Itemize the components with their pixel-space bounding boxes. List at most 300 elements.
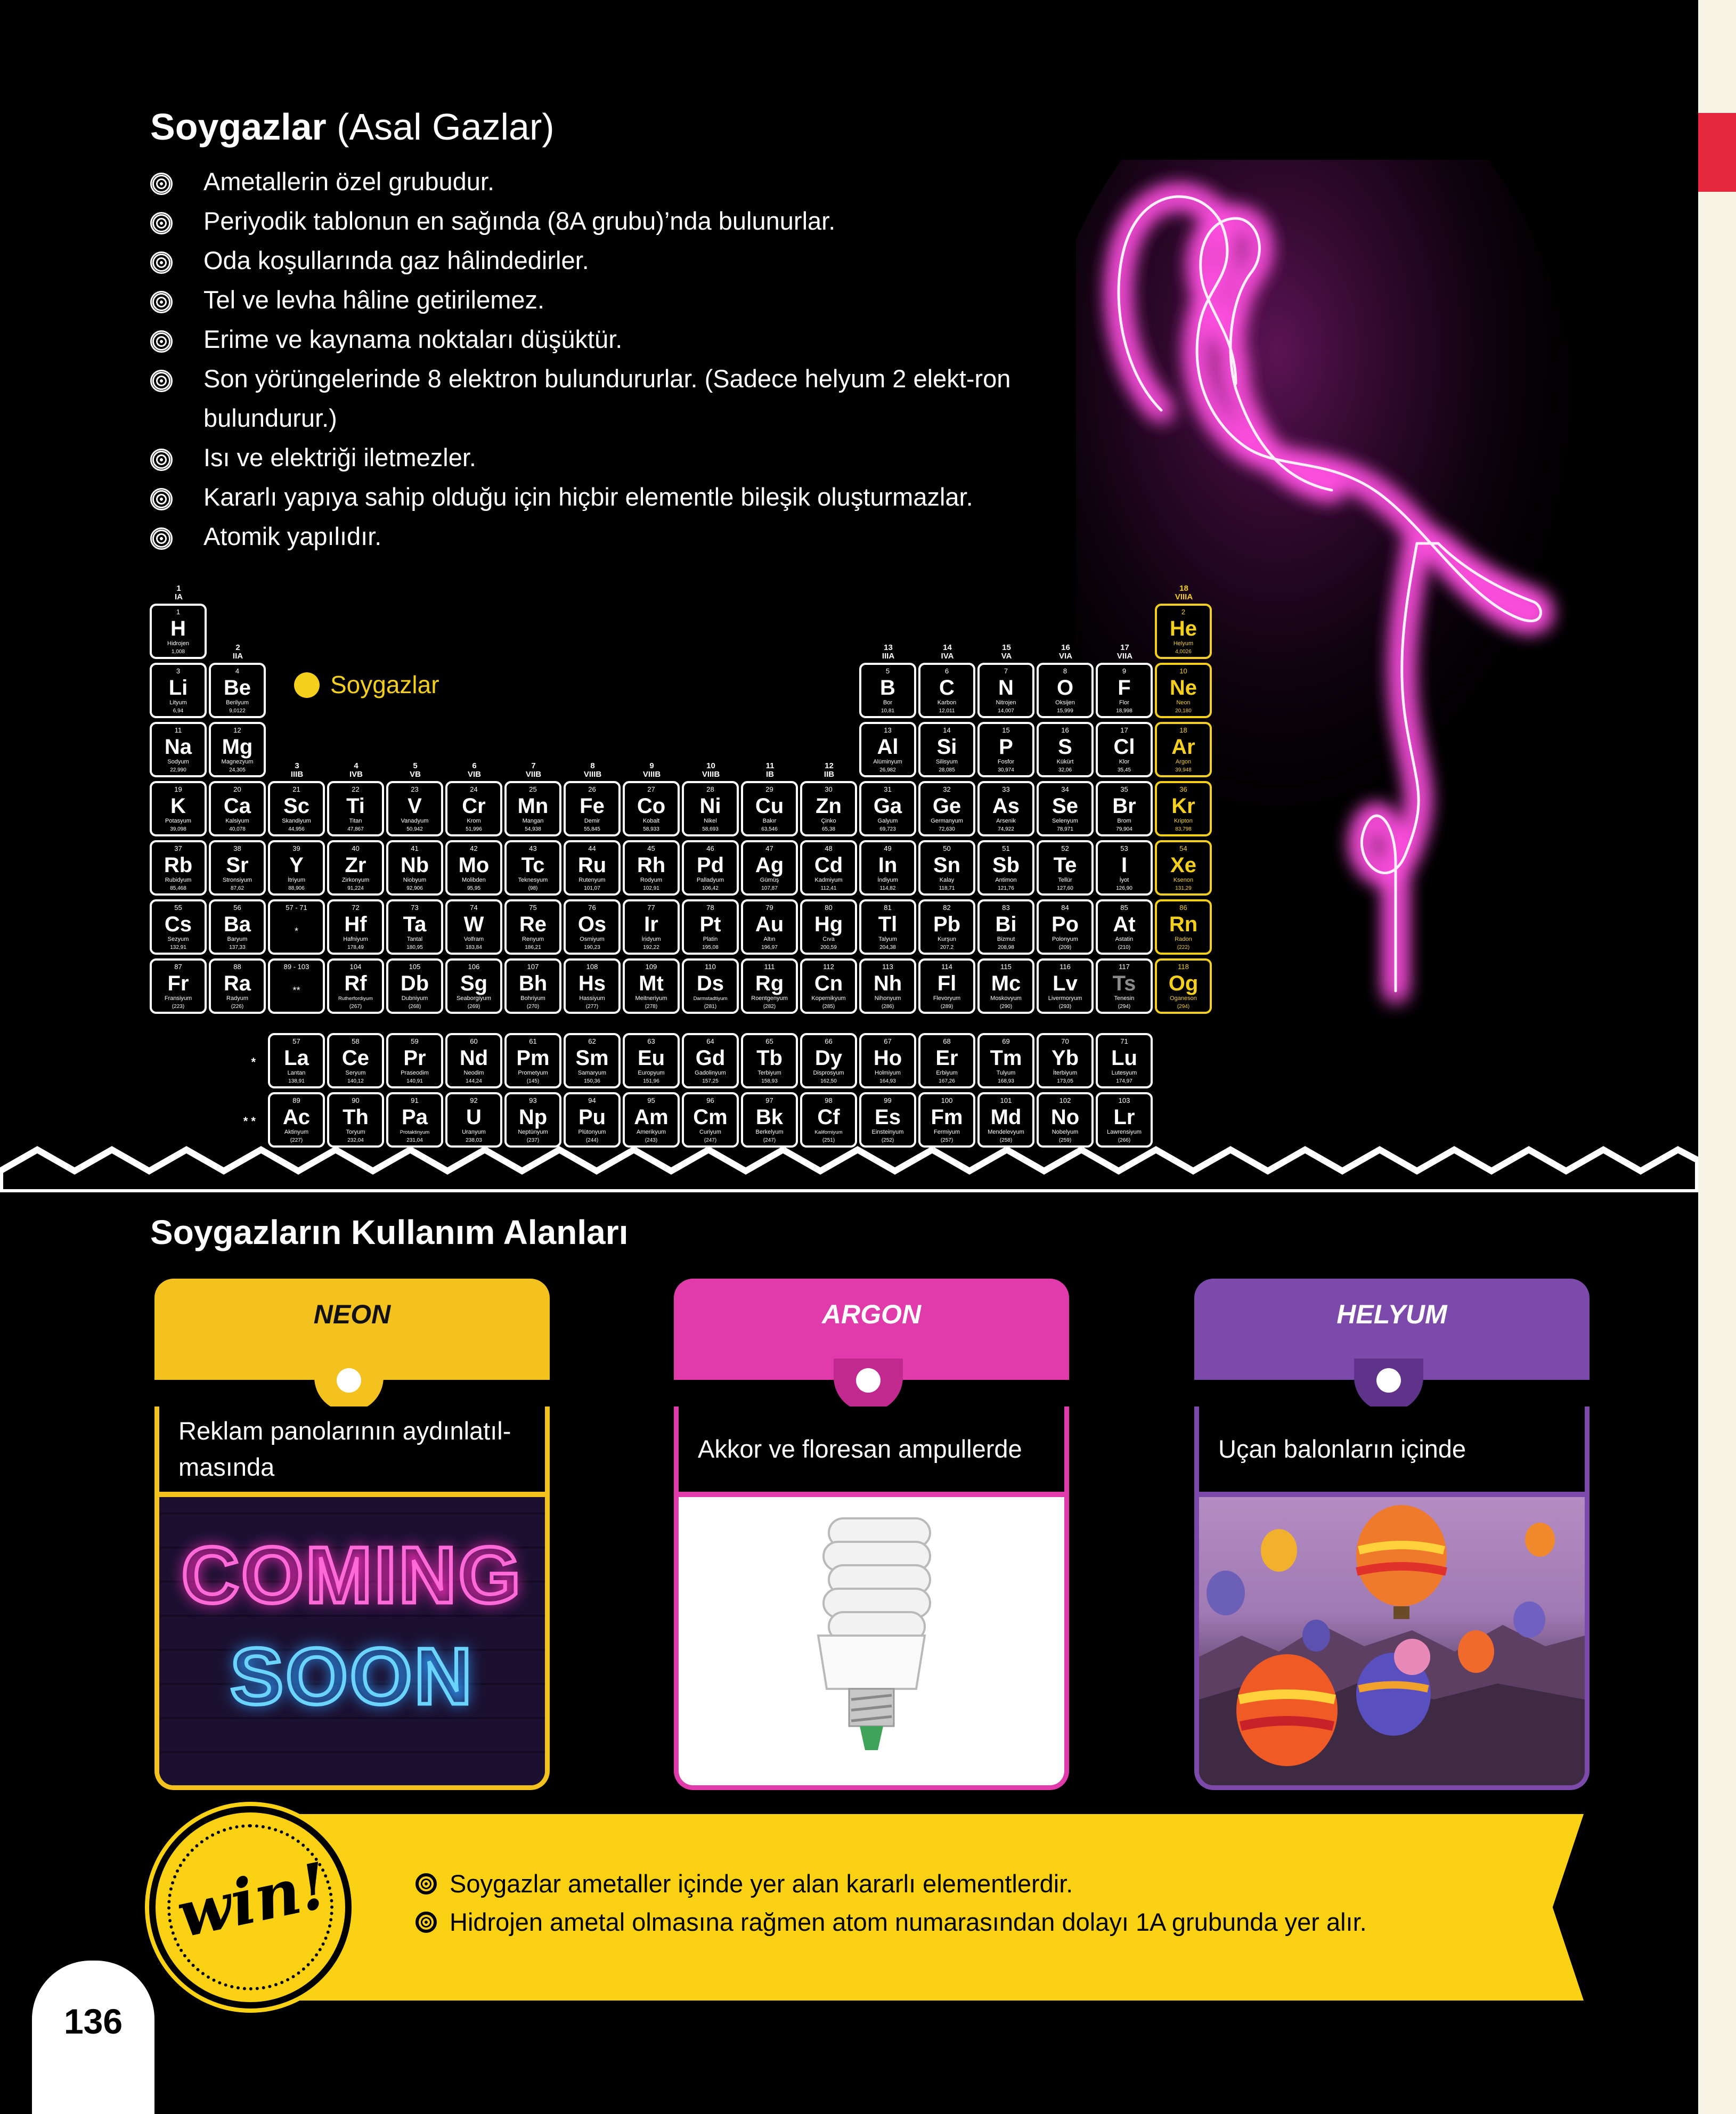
group-name: IA [175, 592, 183, 601]
element-name: Antimon [995, 877, 1017, 883]
tab-hole [337, 1368, 361, 1393]
win-list [415, 1865, 1367, 1941]
atomic-number: 117 [1119, 963, 1130, 971]
element-name: Toryum [346, 1129, 365, 1135]
atomic-mass: 30,974 [998, 767, 1014, 773]
atomic-number: 97 [765, 1096, 773, 1104]
coming-soon-image [159, 1497, 545, 1785]
atomic-number: 56 [233, 904, 241, 912]
element-name: Flor [1119, 700, 1129, 706]
element-symbol: Tl [878, 913, 898, 936]
element-name: Selenyum [1052, 818, 1078, 824]
atomic-number: 8 [1063, 667, 1067, 675]
bullet-spiral-icon [150, 488, 173, 510]
element-symbol: Na [164, 735, 192, 759]
element-name: Praseodim [401, 1070, 429, 1076]
element-name: Talyum [878, 936, 897, 942]
group-number: 1 [176, 584, 181, 593]
atomic-number: 7 [1004, 667, 1008, 675]
atomic-number: 115 [1000, 963, 1012, 971]
atomic-number: 104 [349, 963, 362, 971]
element-symbol: Pu [578, 1105, 606, 1129]
atomic-mass: 35,45 [1117, 767, 1131, 773]
element-symbol: Pb [933, 913, 961, 936]
list-item-text: Soygazlar ametaller içinde yer alan kararlı elementlerdir. [450, 1869, 1073, 1898]
list-item-text: Son yörüngelerinde 8 elektron bulundururlar. (Sadece helyum 2 elekt-ron bulundurur.) [203, 364, 1011, 432]
atomic-number: 51 [1002, 844, 1010, 852]
atomic-mass: 74,922 [998, 826, 1014, 832]
title-sub: (Asal Gazlar) [337, 106, 555, 148]
group-number: 2 [235, 643, 240, 652]
atomic-number: 62 [588, 1037, 596, 1045]
atomic-number: 69 [1002, 1037, 1010, 1045]
chapter-tab [1698, 113, 1736, 192]
bullet-spiral-icon [415, 1912, 437, 1933]
element-name: Plütonyum [578, 1129, 606, 1135]
element-symbol: Hg [814, 913, 843, 936]
element-name: Demir [584, 818, 600, 824]
element-symbol: He [1169, 617, 1197, 640]
atomic-number: 33 [1002, 785, 1010, 793]
element-symbol: Am [634, 1105, 669, 1129]
atomic-mass: 151,96 [643, 1078, 659, 1084]
atomic-number: 28 [706, 785, 714, 793]
element-symbol: S [1058, 735, 1072, 759]
element-name: Bor [883, 700, 893, 706]
atomic-mass: (226) [231, 1004, 244, 1010]
element-name: Oganeson [1170, 995, 1197, 1002]
atomic-mass: 9,0122 [229, 708, 246, 714]
atomic-number: 70 [1061, 1037, 1069, 1045]
atomic-mass: 12,011 [939, 708, 955, 714]
atomic-mass: 72,630 [939, 826, 955, 832]
atomic-mass: 63,546 [761, 826, 778, 832]
element-symbol: Lu [1111, 1046, 1137, 1070]
atomic-mass: 140,91 [406, 1078, 423, 1084]
element-name: Renyum [522, 936, 544, 942]
actinide-marker: * * [243, 1115, 256, 1128]
element-name: Einsteinyum [871, 1129, 904, 1135]
element-symbol: Mo [458, 853, 490, 877]
atomic-number: 108 [586, 963, 598, 971]
atomic-mass: 107,87 [761, 885, 778, 891]
element-symbol: Pm [516, 1046, 550, 1070]
element-symbol: As [992, 794, 1020, 818]
element-symbol: Mn [517, 794, 549, 818]
atomic-number: 65 [765, 1037, 773, 1045]
bullet-spiral-icon [415, 1873, 437, 1895]
element-name: İridyum [641, 936, 661, 942]
group-name: IIB [824, 770, 835, 779]
atomic-number: 26 [588, 785, 596, 793]
group-name: VIIA [1116, 652, 1133, 661]
list-item-text: Isı ve elektriği iletmezler. [203, 443, 476, 471]
element-name: Fosfor [997, 759, 1015, 765]
atomic-mass: 196,97 [761, 945, 778, 950]
list-item [150, 280, 1056, 320]
element-name: Aktinyum [284, 1129, 309, 1135]
element-symbol: Pa [402, 1105, 428, 1129]
atomic-mass: 40,078 [229, 826, 246, 832]
group-name: VIIIB [583, 770, 602, 779]
element-symbol: B [880, 676, 895, 700]
element-symbol: Cd [814, 853, 843, 877]
element-symbol: Yb [1051, 1046, 1079, 1070]
atomic-mass: 207,2 [940, 945, 954, 950]
atomic-mass: 87,62 [230, 885, 244, 891]
element-name: Karbon [937, 700, 957, 706]
element-name: Bizmut [997, 936, 1015, 942]
atomic-number: 54 [1179, 844, 1187, 852]
element-name: Kadmiyum [814, 877, 843, 883]
element-name: Germanyum [931, 818, 963, 824]
element-name: Nihonyum [874, 995, 901, 1002]
series-marker: * [294, 926, 299, 937]
card-argon [674, 1279, 1069, 1790]
element-name: Moskovyum [990, 995, 1022, 1002]
atomic-number: 66 [825, 1037, 833, 1045]
atomic-number: 47 [765, 844, 773, 852]
element-name: Kaliforniyum [814, 1129, 843, 1135]
element-symbol: Tb [756, 1046, 783, 1070]
atomic-mass: 102,91 [643, 885, 659, 891]
atomic-mass: 162,50 [820, 1078, 837, 1084]
atomic-mass: (278) [645, 1004, 658, 1010]
element-name: Dubniyum [401, 995, 428, 1002]
atomic-number: 23 [411, 785, 419, 793]
group-number: 12 [825, 761, 834, 770]
group-number: 16 [1061, 643, 1070, 652]
atomic-number: 88 [233, 963, 241, 971]
element-name: Magnezyum [221, 759, 254, 765]
win-badge-text: win! [170, 1848, 335, 1952]
element-name: Klor [1119, 759, 1130, 765]
element-symbol: Zn [816, 794, 842, 818]
element-name: Prometyum [518, 1070, 548, 1076]
element-name: Disprosyum [813, 1070, 844, 1076]
atomic-mass: (266) [1118, 1137, 1131, 1143]
element-symbol: Rn [1169, 913, 1198, 936]
bullet-spiral-icon [150, 173, 173, 195]
element-name: Stronsiyum [222, 877, 252, 883]
atomic-number: 1 [176, 608, 181, 616]
element-name: Nobelyum [1052, 1129, 1079, 1135]
element-symbol: Fr [167, 972, 189, 995]
atomic-number: 6 [944, 667, 949, 675]
group-number: 4 [354, 761, 358, 770]
atomic-mass: 51,996 [466, 826, 482, 832]
group-number: 11 [765, 761, 775, 770]
element-name: Kalay [939, 877, 955, 883]
atomic-mass: (247) [704, 1137, 717, 1143]
legend-swatch [294, 672, 320, 698]
list-item-text: Hidrojen ametal olmasına rağmen atom numarasından dolayı 1A grubunda yer alır. [450, 1908, 1367, 1936]
atomic-number: 84 [1061, 904, 1069, 912]
atomic-number: 42 [470, 844, 478, 852]
atomic-number: 39 [292, 844, 300, 852]
atomic-mass: 118,71 [939, 885, 955, 891]
atomic-number: 116 [1059, 963, 1071, 971]
element-symbol: Po [1051, 913, 1079, 936]
atomic-mass: 15,999 [1057, 708, 1073, 714]
atomic-number: 110 [705, 963, 716, 971]
atomic-mass: 121,76 [998, 885, 1014, 891]
atomic-number: 99 [884, 1096, 892, 1104]
bullet-spiral-icon [150, 370, 173, 392]
atomic-mass: (227) [290, 1137, 303, 1143]
atomic-mass: 127,60 [1057, 885, 1073, 891]
bullet-spiral-icon [150, 291, 173, 313]
atomic-number: 3 [176, 667, 181, 675]
atomic-mass: (209) [1058, 945, 1072, 950]
element-name: Uranyum [462, 1129, 486, 1135]
element-symbol: Ra [223, 972, 251, 995]
atomic-mass: 58,693 [702, 826, 719, 832]
atomic-mass: 50,942 [406, 826, 423, 832]
element-symbol: Ho [873, 1046, 902, 1070]
atomic-mass: 150,36 [584, 1078, 600, 1084]
element-symbol: Np [518, 1105, 548, 1129]
atomic-number: 45 [647, 844, 655, 852]
element-name: Lityum [169, 700, 187, 706]
element-name: İyot [1119, 877, 1129, 883]
atomic-mass: (98) [528, 885, 538, 891]
element-symbol: Ce [341, 1046, 370, 1070]
card-gas-name: ARGON [821, 1299, 922, 1329]
element-symbol: F [1118, 676, 1131, 700]
element-name: Osmiyum [580, 936, 605, 942]
atomic-mass: 39,098 [170, 826, 186, 832]
element-symbol: Ac [282, 1105, 311, 1129]
atomic-number: 103 [1118, 1096, 1130, 1104]
element-symbol: Sg [460, 972, 488, 995]
atomic-number: 105 [409, 963, 421, 971]
atomic-number: 96 [706, 1096, 714, 1104]
element-name: Livermoryum [1048, 995, 1082, 1002]
element-name: Holmiyum [875, 1070, 901, 1076]
atomic-mass: (243) [645, 1137, 658, 1143]
atomic-mass: 20,180 [1175, 708, 1192, 714]
element-symbol: Se [1052, 794, 1078, 818]
title-main: Soygazlar [150, 106, 327, 148]
element-symbol: Ds [696, 972, 724, 995]
atomic-mass: 10,81 [881, 708, 895, 714]
group-name: VIB [467, 770, 482, 779]
atomic-mass: (251) [822, 1137, 835, 1143]
list-item [415, 1865, 1367, 1903]
atomic-number: 29 [765, 785, 773, 793]
element-name: Berilyum [226, 700, 249, 706]
atomic-number: 17 [1120, 726, 1128, 734]
atomic-mass: 164,93 [879, 1078, 896, 1084]
atomic-number: 31 [884, 785, 892, 793]
neon-word-2: SOON [230, 1631, 474, 1721]
atomic-mass: 24,305 [229, 767, 246, 773]
atomic-mass: (281) [704, 1004, 717, 1010]
atomic-number: 21 [292, 785, 300, 793]
atomic-number: 93 [529, 1096, 537, 1104]
atomic-number: 64 [706, 1037, 714, 1045]
element-symbol: Au [755, 913, 784, 936]
list-item [415, 1903, 1367, 1941]
group-name: VA [1001, 652, 1012, 661]
element-name: Krom [467, 818, 481, 824]
element-symbol: Ni [699, 794, 721, 818]
atomic-mass: 231,04 [406, 1137, 423, 1143]
atomic-mass: (290) [999, 1004, 1013, 1010]
legend-label: Soygazlar [330, 671, 439, 698]
element-name: Samaryum [577, 1070, 607, 1076]
element-symbol: Nb [400, 853, 429, 877]
win-badge [149, 1806, 352, 2009]
atomic-number: 11 [174, 726, 182, 734]
element-symbol: Ba [223, 913, 251, 936]
atomic-number: 52 [1061, 844, 1069, 852]
atomic-mass: 126,90 [1116, 885, 1132, 891]
group-number: 15 [1002, 643, 1011, 652]
atomic-number: 86 [1179, 904, 1187, 912]
atomic-number: 46 [706, 844, 714, 852]
group-name: IIA [232, 652, 243, 661]
atomic-number: 59 [411, 1037, 419, 1045]
atomic-mass: 92,906 [406, 885, 423, 891]
element-symbol: Xe [1170, 853, 1196, 877]
bullet-spiral-icon [150, 251, 173, 274]
atomic-mass: (252) [881, 1137, 894, 1143]
atomic-number: 82 [943, 904, 951, 912]
atomic-mass: (145) [526, 1078, 540, 1084]
element-name: Baryum [227, 936, 248, 942]
atomic-mass: 195,08 [702, 945, 719, 950]
element-symbol: Tm [990, 1046, 1022, 1070]
atomic-mass: 65,38 [821, 826, 836, 832]
atomic-number: 41 [411, 844, 419, 852]
element-name: Skandiyum [282, 818, 311, 824]
element-name: Rodyum [640, 877, 662, 883]
element-name: Rutherfordiyum [338, 996, 373, 1002]
atomic-number: 81 [884, 904, 892, 912]
element-symbol: Ir [644, 913, 658, 936]
card-body [154, 1406, 550, 1790]
element-symbol: In [878, 853, 898, 877]
card-divider [679, 1492, 1064, 1497]
atomic-number: 111 [764, 963, 775, 971]
atomic-number: 72 [352, 904, 360, 912]
atomic-mass: 101,07 [584, 885, 600, 891]
element-name: Astatin [1115, 936, 1134, 942]
atomic-mass: 85,468 [170, 885, 186, 891]
element-name: Flevoryum [933, 995, 961, 1002]
atomic-mass: 138,91 [288, 1078, 305, 1084]
atomic-number: 20 [233, 785, 241, 793]
group-name: IIIB [290, 770, 304, 779]
atomic-mass: 204,38 [879, 945, 896, 950]
group-number: 9 [649, 761, 654, 770]
atomic-mass: 157,25 [702, 1078, 719, 1084]
card-body [674, 1406, 1069, 1790]
atomic-mass: 32,06 [1058, 767, 1072, 773]
element-name: Lantan [287, 1070, 306, 1076]
atomic-number: 36 [1179, 785, 1187, 793]
element-symbol: Fm [931, 1105, 963, 1129]
element-symbol: Zr [345, 853, 366, 877]
element-name: Tulyum [996, 1070, 1016, 1076]
element-name: Mangan [522, 818, 544, 824]
group-name: VIIIA [1175, 592, 1193, 601]
element-symbol: Br [1112, 794, 1136, 818]
element-symbol: Sn [933, 853, 961, 877]
atomic-number: 4 [235, 667, 240, 675]
atomic-number: 44 [588, 844, 596, 852]
element-symbol: Ag [755, 853, 784, 877]
element-name: Potasyum [165, 818, 191, 824]
element-name: Kopernikyum [811, 995, 846, 1002]
atomic-number: 27 [647, 785, 655, 793]
element-name: Meitneriyum [635, 995, 667, 1002]
element-symbol: Ge [932, 794, 961, 818]
element-name: Kurşun [938, 936, 956, 942]
atomic-mass: 114,82 [879, 885, 896, 891]
atomic-number: 118 [1178, 963, 1189, 971]
atomic-mass: 47,867 [347, 826, 364, 832]
element-symbol: C [939, 676, 955, 700]
element-symbol: Gd [695, 1046, 726, 1070]
atomic-mass: 54,938 [525, 826, 541, 832]
bulb-image [679, 1497, 1064, 1785]
atomic-mass: (244) [585, 1137, 599, 1143]
atomic-number: 91 [411, 1096, 419, 1104]
element-name: Erbiyum [936, 1070, 958, 1076]
atomic-number: 75 [529, 904, 537, 912]
list-item [150, 201, 1056, 241]
neon-word-1: COMING [181, 1530, 523, 1620]
element-symbol: Be [223, 676, 251, 700]
element-symbol: Mt [639, 972, 664, 995]
group-number: 6 [472, 761, 477, 770]
element-name: Neptünyum [518, 1129, 548, 1135]
element-symbol: La [284, 1046, 309, 1070]
card-text: Akkor ve floresan ampullerde [698, 1435, 1022, 1463]
atomic-number: 63 [647, 1037, 655, 1045]
element-name: Gümüş [760, 877, 779, 883]
atomic-number: 95 [647, 1096, 655, 1104]
atomic-number: 18 [1179, 726, 1187, 734]
atomic-number: 98 [825, 1096, 833, 1104]
element-symbol: N [998, 676, 1014, 700]
atomic-number: 112 [823, 963, 834, 971]
atomic-number: 37 [174, 844, 182, 852]
list-item [150, 517, 1056, 556]
list-item-text: Periyodik tablonun en sağında (8A grubu)’nda bulunurlar. [203, 207, 836, 235]
atomic-number: 68 [943, 1037, 951, 1045]
bullet-spiral-icon [150, 330, 173, 353]
atomic-mass: 6,94 [173, 708, 184, 714]
card-divider [1199, 1492, 1585, 1497]
atomic-number: 71 [1120, 1037, 1128, 1045]
atomic-number: 76 [588, 904, 596, 912]
tab-hole [1376, 1368, 1401, 1393]
element-symbol: Db [400, 972, 429, 995]
atomic-number: 25 [529, 785, 537, 793]
list-item-text: Oda koşullarında gaz hâlindedirler. [203, 246, 589, 274]
element-symbol: Re [519, 913, 547, 936]
group-name: IVB [349, 770, 363, 779]
card-text: Reklam panolarının aydınlatıl-masında [178, 1417, 511, 1481]
element-symbol: Pr [403, 1046, 426, 1070]
atomic-number: 10 [1179, 667, 1187, 675]
element-name: Kalsiyum [225, 818, 249, 824]
atomic-mass: 173,05 [1057, 1078, 1073, 1084]
